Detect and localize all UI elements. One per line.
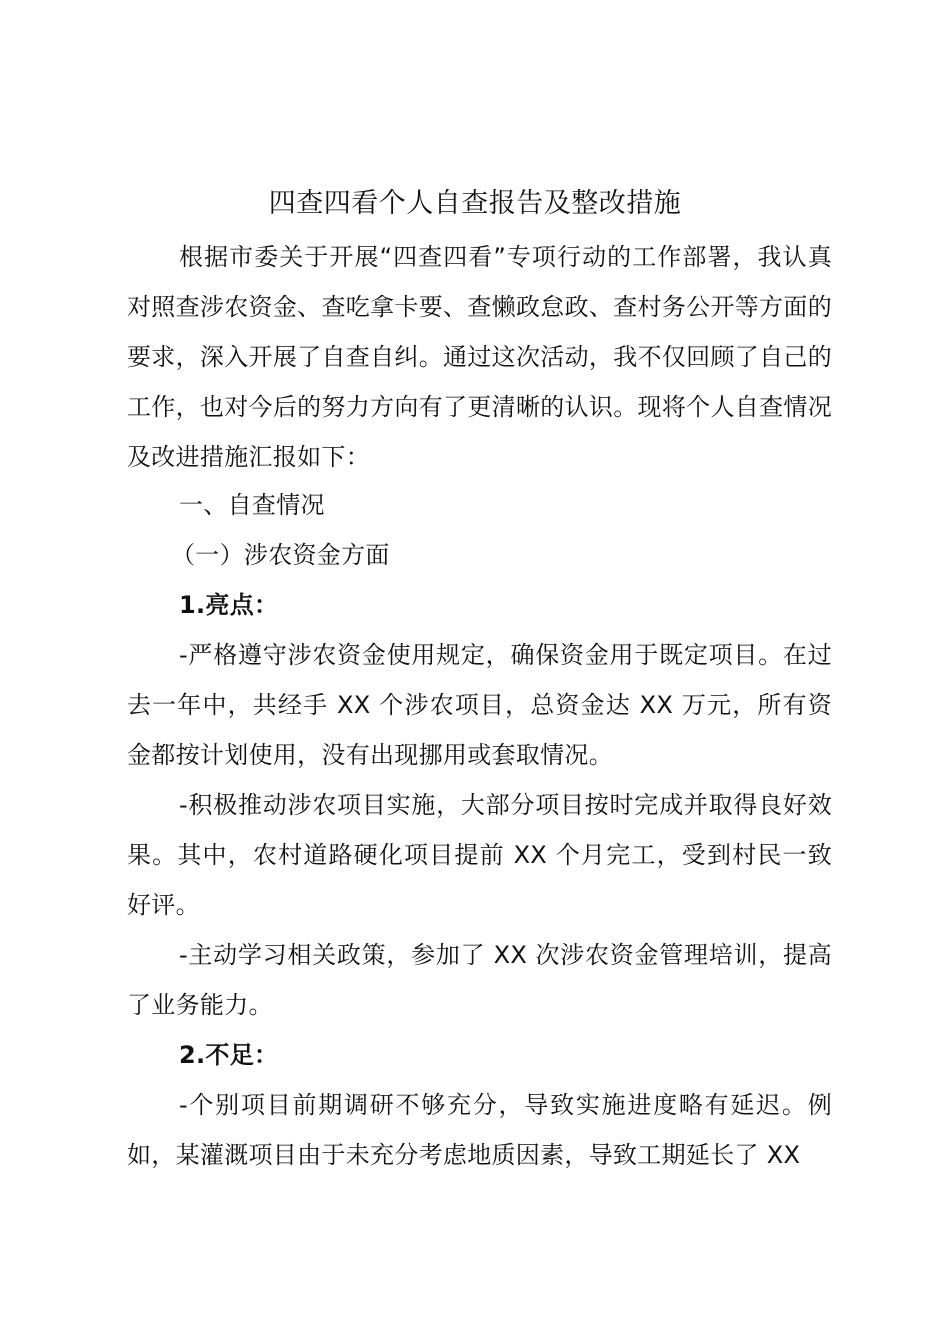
highlight-paragraph-2: -积极推动涉农项目实施，大部分项目按时完成并取得良好效果。其中，农村道路硬化项目提前 XX 个月完工，受到村民一致好评。 (127, 791, 832, 919)
subsection-heading-agri-funds: （一）涉农资金方面 (171, 541, 390, 569)
highlights-heading: 1.亮点： (179, 591, 279, 619)
document-title: 四查四看个人自查报告及整改措施 (268, 188, 682, 219)
section-heading-self-check: 一、自查情况 (179, 491, 325, 519)
shortcoming-paragraph-1: -个别项目前期调研不够充分，导致实施进度略有延迟。例如，某灌溉项目由于未充分考虑地质因素，导致工期延长了 XX (127, 1091, 832, 1169)
shortcomings-heading: 2.不足： (179, 1041, 279, 1069)
intro-paragraph: 根据市委关于开展“四查四看”专项行动的工作部署，我认真对照查涉农资金、查吃拿卡要、查懒政怠政、查村务公开等方面的要求，深入开展了自查自纠。通过这次活动，我不仅回顾了自己的工作，也对今后的努力方向有了更清晰的认识。现将个人自查情况及改进措施汇报如下： (127, 243, 832, 471)
highlight-paragraph-3: -主动学习相关政策，参加了 XX 次涉农资金管理培训，提高了业务能力。 (127, 941, 832, 1019)
highlight-paragraph-1: -严格遵守涉农资金使用规定，确保资金用于既定项目。在过去一年中，共经手 XX 个涉农项目，总资金达 XX 万元，所有资金都按计划使用，没有出现挪用或套取情况。 (127, 641, 832, 769)
